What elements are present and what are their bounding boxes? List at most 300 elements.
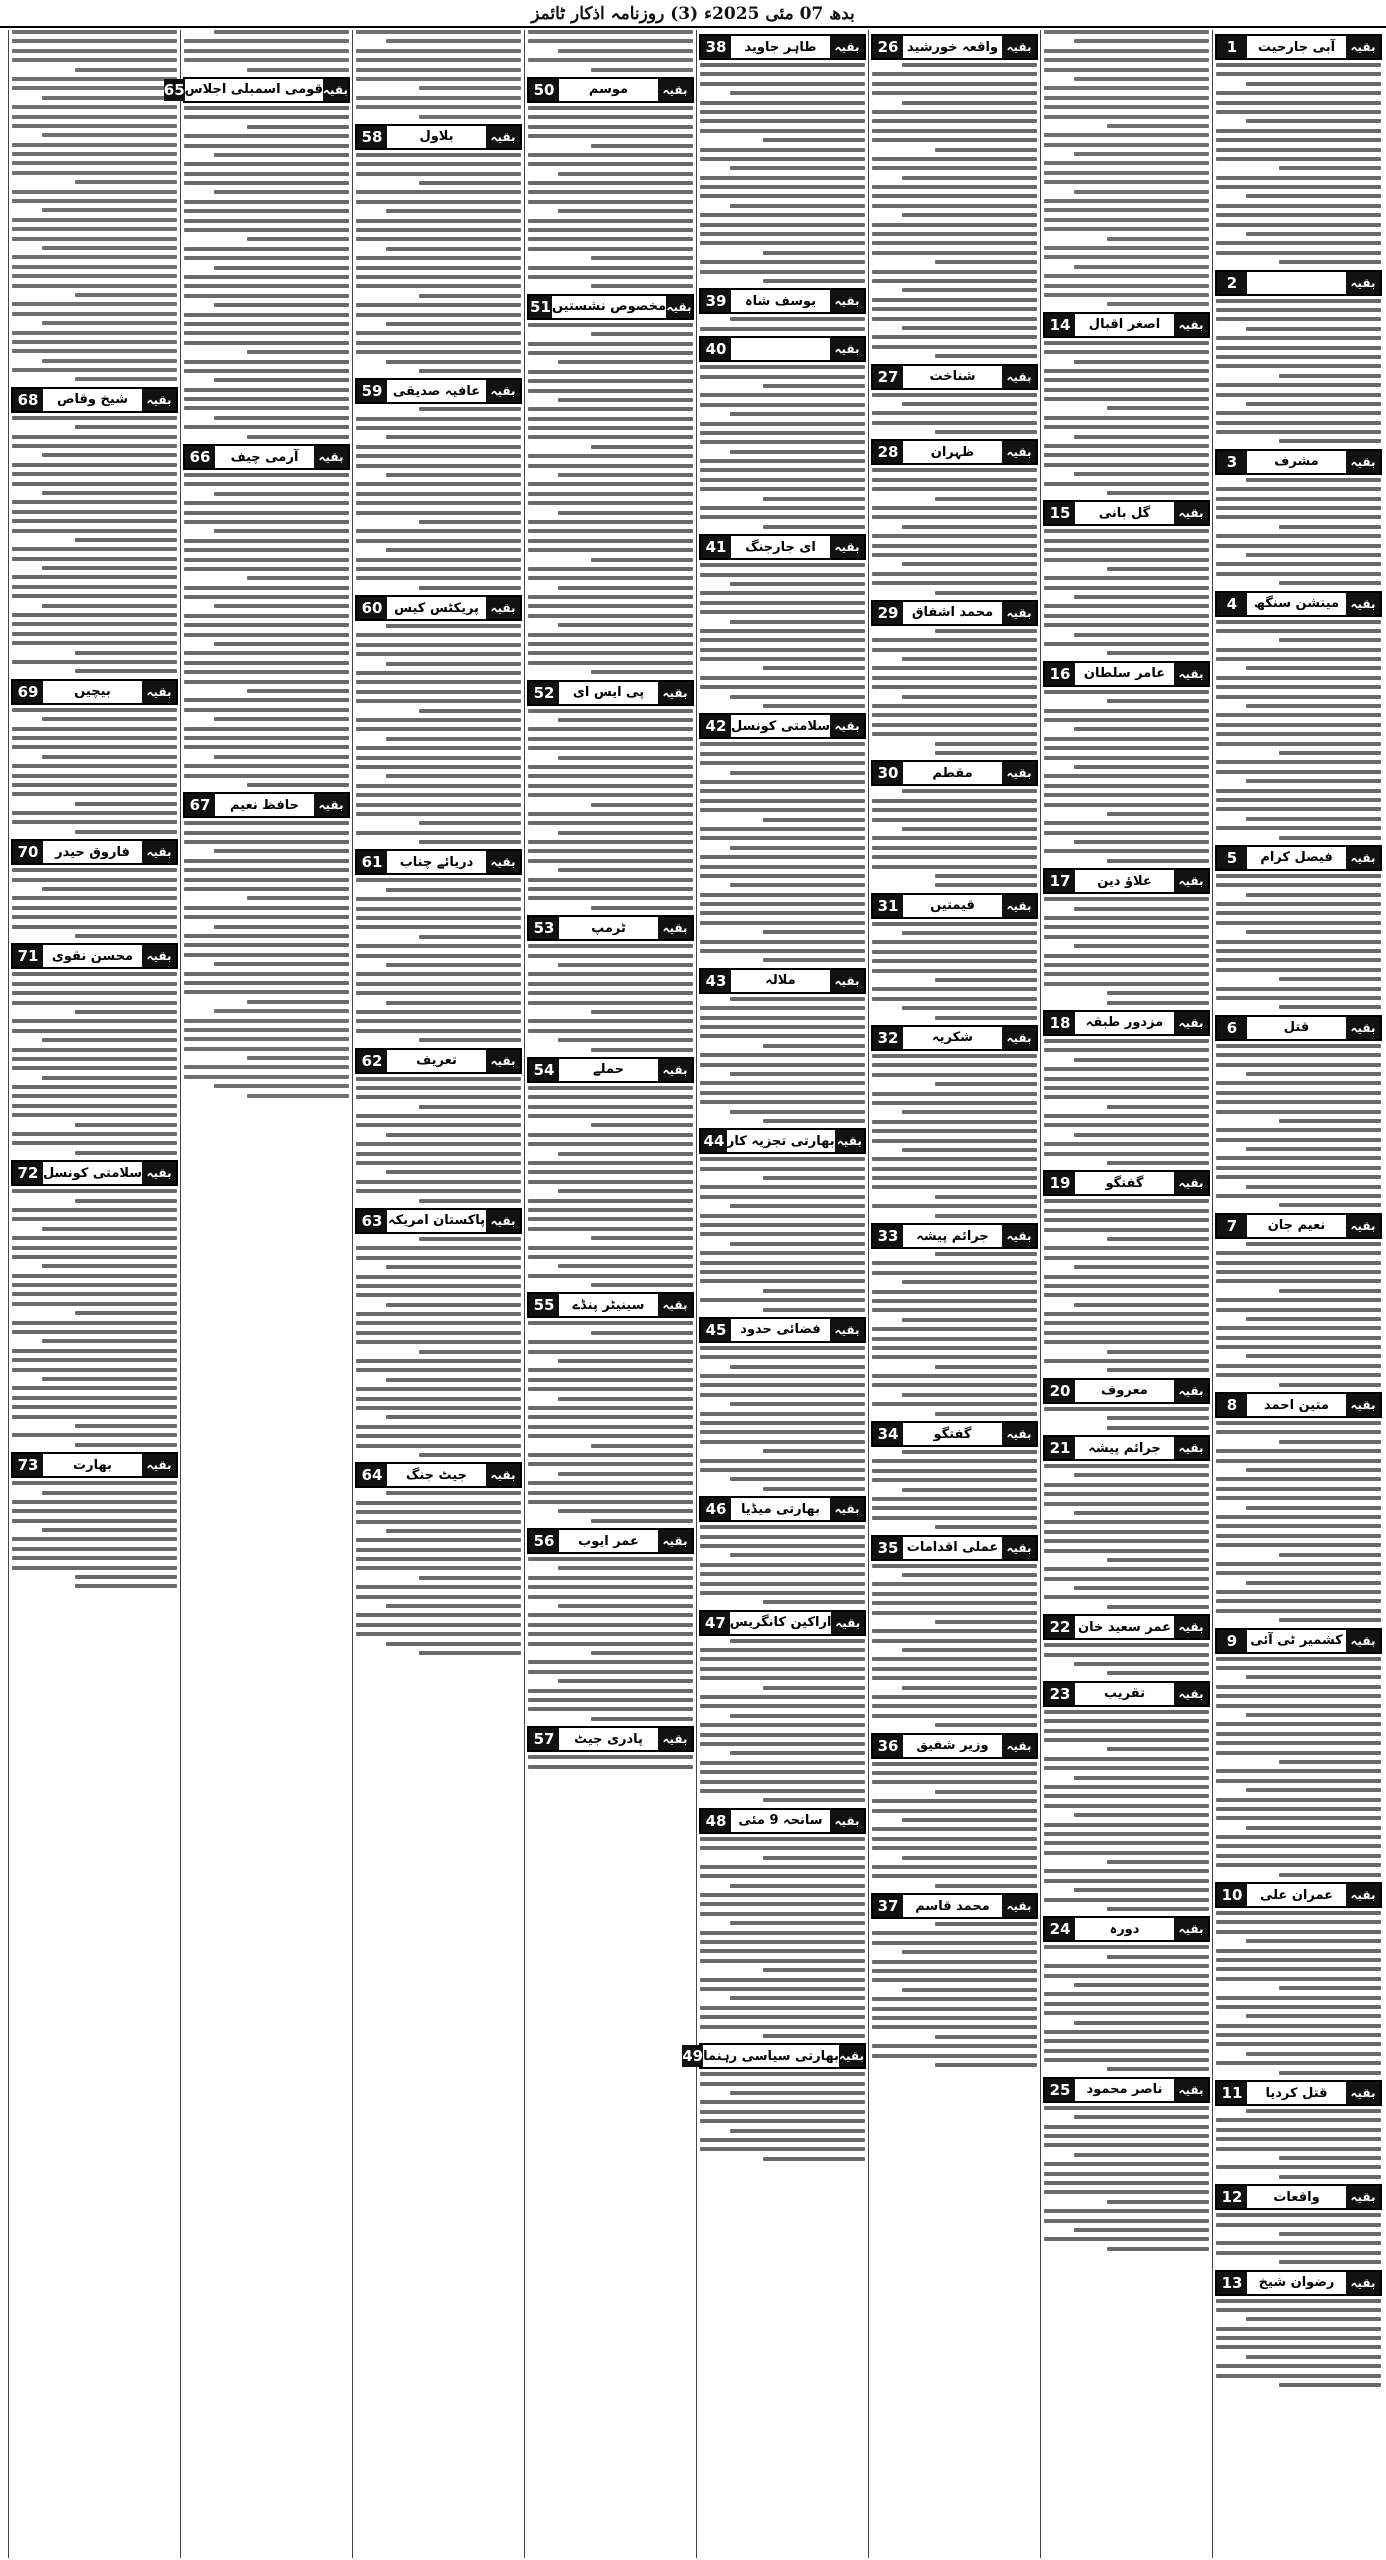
- text-line: [700, 1563, 865, 1567]
- continued-story-11: [1215, 2080, 1382, 2179]
- text-line: [1044, 746, 1209, 750]
- text-line: [184, 868, 349, 872]
- text-line: [1216, 72, 1381, 76]
- text-line: [419, 1576, 521, 1580]
- text-line: [700, 1893, 865, 1897]
- text-line: [902, 789, 1037, 793]
- story-header: [1043, 1916, 1210, 1942]
- continued-label: بقیہ: [1346, 1884, 1380, 1906]
- text-line: [12, 925, 177, 929]
- story-number: 38: [701, 36, 731, 58]
- story-number: 8: [1217, 1394, 1247, 1416]
- text-line: [1044, 2002, 1209, 2006]
- text-line: [1044, 623, 1209, 627]
- text-line: [1074, 152, 1209, 156]
- text-line: [75, 1443, 177, 1447]
- text-line: [1216, 1949, 1381, 1953]
- story-header: [871, 1025, 1038, 1051]
- text-line: [935, 1525, 1037, 1529]
- text-line: [1216, 1156, 1381, 1160]
- continued-label: بقیہ: [1174, 870, 1208, 892]
- text-line: [902, 1818, 1037, 1822]
- text-line: [12, 368, 177, 372]
- text-line: [356, 746, 521, 750]
- text-line: [528, 1378, 693, 1382]
- text-line: [75, 802, 177, 806]
- continued-story-22: [1043, 1614, 1210, 1675]
- text-line: [184, 1075, 349, 1079]
- text-line: [1246, 817, 1381, 821]
- text-line: [872, 1695, 1037, 1699]
- text-line: [872, 713, 1037, 717]
- text-line: [700, 2072, 865, 2076]
- text-line: [214, 717, 349, 721]
- text-line: [935, 1884, 1037, 1888]
- text-line: [1246, 1788, 1381, 1792]
- text-line: [700, 1978, 865, 1982]
- text-line: [247, 896, 349, 900]
- text-line: [356, 878, 521, 882]
- continued-story-7: [1215, 1213, 1382, 1387]
- text-line: [356, 492, 521, 496]
- text-line: [591, 1010, 693, 1014]
- text-line: [1044, 2134, 1209, 2138]
- text-line: [528, 944, 693, 948]
- text-line: [184, 397, 349, 401]
- story-text: [183, 30, 350, 72]
- text-line: [386, 1415, 521, 1419]
- text-line: [1216, 129, 1381, 133]
- text-line: [1216, 2345, 1381, 2349]
- text-line: [1246, 194, 1381, 198]
- text-line: [1216, 1373, 1381, 1377]
- text-line: [1279, 1119, 1381, 1123]
- story-body: [11, 868, 178, 938]
- text-line: [1044, 1643, 1209, 1647]
- text-line: [12, 1255, 177, 1259]
- text-line: [1216, 393, 1381, 397]
- story-header: [1215, 1882, 1382, 1908]
- text-line: [763, 1686, 865, 1690]
- text-line: [700, 1412, 865, 1416]
- story-body: [871, 1564, 1038, 1728]
- text-line: [1044, 1766, 1209, 1770]
- text-line: [12, 1208, 177, 1212]
- continued-label: بقیہ: [666, 296, 692, 318]
- text-line: [1246, 478, 1381, 482]
- story-title: عامر سلطان: [1075, 663, 1174, 685]
- continued-label: بقیہ: [1002, 441, 1036, 463]
- text-line: [902, 1856, 1037, 1860]
- story-title: پاکستان امریکہ: [387, 1210, 486, 1232]
- text-line: [214, 849, 349, 853]
- text-line: [1216, 2374, 1381, 2378]
- text-line: [528, 1406, 693, 1410]
- text-line: [1044, 586, 1209, 590]
- continued-story-62: [355, 1048, 522, 1203]
- story-title: شناخت: [903, 366, 1002, 388]
- text-line: [1044, 482, 1209, 486]
- text-line: [1216, 2241, 1381, 2245]
- text-line: [528, 765, 693, 769]
- text-line: [12, 1302, 177, 1306]
- text-line: [12, 1481, 177, 1485]
- text-line: [184, 501, 349, 505]
- story-header: [699, 713, 866, 739]
- text-line: [872, 335, 1037, 339]
- text-line: [872, 2007, 1037, 2011]
- text-line: [247, 350, 349, 354]
- text-line: [386, 1491, 521, 1495]
- story-body: [527, 1755, 694, 1768]
- story-body: [699, 63, 866, 283]
- column-3: [868, 30, 1040, 2558]
- story-number: 31: [873, 895, 903, 917]
- text-line: [12, 896, 177, 900]
- text-line: [356, 803, 521, 807]
- text-line: [184, 661, 349, 665]
- text-line: [528, 567, 693, 571]
- continued-label: بقیہ: [830, 36, 864, 58]
- text-line: [75, 651, 177, 655]
- text-line: [700, 2015, 865, 2019]
- text-line: [214, 962, 349, 966]
- text-line: [356, 1425, 521, 1429]
- continued-label: بقیہ: [658, 1530, 692, 1552]
- text-line: [1074, 907, 1209, 911]
- text-line: [872, 950, 1037, 954]
- story-header: [1215, 1015, 1382, 1041]
- story-number: 42: [701, 715, 731, 737]
- text-line: [184, 567, 349, 571]
- text-line: [214, 755, 349, 759]
- text-line: [1246, 327, 1381, 331]
- text-line: [12, 519, 177, 523]
- text-line: [356, 256, 521, 260]
- story-number: 67: [185, 794, 215, 816]
- text-line: [184, 774, 349, 778]
- text-line: [1044, 1039, 1209, 1043]
- text-line: [419, 709, 521, 713]
- text-line: [1216, 2213, 1381, 2217]
- continued-story-31: [871, 893, 1038, 1020]
- text-line: [1216, 1128, 1381, 1132]
- text-line: [528, 247, 693, 251]
- text-line: [1044, 133, 1209, 137]
- text-line: [872, 1469, 1037, 1473]
- story-number: 64: [357, 1464, 387, 1486]
- text-line: [700, 2147, 865, 2151]
- text-line: [1246, 1468, 1381, 1472]
- story-number: 34: [873, 1423, 903, 1445]
- text-line: [700, 232, 865, 236]
- text-line: [1044, 161, 1209, 165]
- text-line: [1074, 360, 1209, 364]
- text-line: [42, 1339, 177, 1343]
- text-line: [12, 39, 177, 43]
- text-line: [214, 378, 349, 382]
- text-line: [75, 180, 177, 184]
- text-line: [700, 1648, 865, 1652]
- text-line: [356, 1387, 521, 1391]
- text-line: [184, 425, 349, 429]
- text-line: [1279, 2175, 1381, 2179]
- text-line: [1107, 1001, 1209, 1005]
- text-line: [528, 1698, 693, 1702]
- text-line: [356, 1284, 521, 1288]
- text-line: [700, 1167, 865, 1171]
- text-line: [356, 228, 521, 232]
- story-body: [527, 323, 694, 674]
- text-line: [1216, 2223, 1381, 2227]
- text-line: [1216, 430, 1381, 434]
- text-line: [1246, 1826, 1381, 1830]
- text-line: [1044, 1048, 1209, 1052]
- text-line: [1279, 751, 1381, 755]
- text-line: [184, 256, 349, 260]
- text-line: [1107, 491, 1209, 495]
- text-line: [872, 91, 1037, 95]
- text-line: [730, 997, 865, 1001]
- text-line: [356, 303, 521, 307]
- text-line: [1216, 1816, 1381, 1820]
- text-line: [528, 454, 693, 458]
- text-line: [872, 1073, 1037, 1077]
- text-line: [1216, 544, 1381, 548]
- text-line: [1044, 1832, 1209, 1836]
- continued-story-72: [11, 1160, 178, 1447]
- text-line: [528, 181, 693, 185]
- text-line: [872, 638, 1037, 642]
- story-title: پریکٹس کیس: [387, 597, 486, 619]
- text-line: [872, 1167, 1037, 1171]
- text-line: [12, 218, 177, 222]
- text-line: [356, 1293, 521, 1297]
- text-line: [1216, 723, 1381, 727]
- text-line: [872, 506, 1037, 510]
- text-line: [1216, 1459, 1381, 1463]
- text-line: [1216, 308, 1381, 312]
- text-line: [872, 959, 1037, 963]
- continued-story-49: [682, 2043, 866, 2161]
- text-line: [184, 651, 349, 655]
- story-body: [11, 972, 178, 1154]
- text-line: [1216, 138, 1381, 142]
- text-line: [528, 1462, 693, 1466]
- text-line: [12, 1321, 177, 1325]
- text-line: [872, 1941, 1037, 1945]
- text-line: [528, 323, 693, 327]
- text-line: [1216, 1854, 1381, 1858]
- text-line: [356, 1010, 521, 1014]
- continued-story-71: [11, 943, 178, 1154]
- text-line: [12, 529, 177, 533]
- text-line: [872, 1290, 1037, 1294]
- text-line: [42, 1227, 177, 1231]
- text-line: [356, 539, 521, 543]
- text-line: [356, 576, 521, 580]
- continued-label: بقیہ: [1002, 1895, 1036, 1917]
- text-line: [872, 1346, 1037, 1350]
- text-line: [12, 115, 177, 119]
- story-header: [355, 595, 522, 621]
- text-line: [730, 1751, 865, 1755]
- text-line: [42, 755, 177, 759]
- story-header: [11, 943, 178, 969]
- text-line: [12, 1057, 177, 1061]
- column-2: [1040, 30, 1212, 2558]
- text-line: [700, 1006, 865, 1010]
- story-header: [527, 1292, 694, 1318]
- text-line: [1279, 2260, 1381, 2264]
- story-title: کشمیر ٹی آئی: [1247, 1630, 1346, 1652]
- text-line: [700, 1591, 865, 1595]
- text-line: [1279, 374, 1381, 378]
- text-line: [12, 613, 177, 617]
- text-line: [1246, 704, 1381, 708]
- text-line: [528, 878, 693, 882]
- text-line: [356, 1123, 521, 1127]
- text-line: [1279, 2383, 1381, 2387]
- text-line: [42, 453, 177, 457]
- text-line: [1044, 897, 1209, 901]
- text-line: [528, 896, 693, 900]
- text-line: [1279, 2071, 1381, 2075]
- text-line: [1216, 940, 1381, 944]
- story-body: [355, 1237, 522, 1457]
- text-line: [1044, 2162, 1209, 2166]
- text-line: [356, 812, 521, 816]
- text-line: [184, 473, 349, 477]
- text-line: [730, 1714, 865, 1718]
- text-line: [872, 732, 1037, 736]
- text-line: [1044, 2049, 1209, 2053]
- text-line: [1044, 793, 1209, 797]
- text-line: [214, 529, 349, 533]
- story-title: بیچیں: [43, 681, 142, 703]
- text-line: [1044, 180, 1209, 184]
- text-line: [528, 1029, 693, 1033]
- text-line: [214, 925, 349, 929]
- text-line: [558, 1472, 693, 1476]
- text-line: [700, 563, 865, 567]
- text-line: [1216, 2042, 1381, 2046]
- text-line: [902, 1450, 1037, 1454]
- text-line: [528, 30, 693, 34]
- story-header: [1043, 1010, 1210, 1036]
- text-line: [558, 831, 693, 835]
- text-line: [184, 406, 349, 410]
- text-line: [356, 765, 521, 769]
- text-line: [1074, 1303, 1209, 1307]
- text-line: [12, 1566, 177, 1570]
- text-line: [1044, 737, 1209, 741]
- text-line: [356, 30, 521, 34]
- text-line: [356, 501, 521, 505]
- text-line: [528, 1415, 693, 1419]
- text-line: [558, 398, 693, 402]
- text-line: [184, 1037, 349, 1041]
- text-line: [214, 604, 349, 608]
- continued-label: بقیہ: [1002, 895, 1036, 917]
- text-line: [872, 1978, 1037, 1982]
- continued-label: بقیہ: [1346, 36, 1380, 58]
- continued-label: بقیہ: [486, 1050, 520, 1072]
- text-line: [75, 1575, 177, 1579]
- story-number: 54: [529, 1059, 559, 1081]
- text-line: [902, 1148, 1037, 1152]
- text-line: [1107, 2200, 1209, 2204]
- text-line: [1216, 148, 1381, 152]
- text-line: [528, 529, 693, 533]
- text-line: [528, 1491, 693, 1495]
- continued-story-9: [1215, 1628, 1382, 1877]
- text-line: [1044, 1539, 1209, 1543]
- continued-label: بقیہ: [1174, 502, 1208, 524]
- text-line: [1216, 1807, 1381, 1811]
- text-line: [528, 1755, 693, 1759]
- text-line: [1044, 425, 1209, 429]
- text-line: [1044, 821, 1209, 825]
- story-number: 35: [873, 1537, 903, 1559]
- text-line: [700, 1667, 865, 1671]
- story-number: 10: [1217, 1884, 1247, 1906]
- story-header: [871, 600, 1038, 626]
- continued-label: بقیہ: [323, 79, 348, 101]
- text-line: [12, 915, 177, 919]
- text-line: [184, 511, 349, 515]
- text-line: [730, 204, 865, 208]
- text-line: [356, 1538, 521, 1542]
- continued-label: بقیہ: [830, 536, 864, 558]
- text-line: [528, 162, 693, 166]
- text-line: [872, 487, 1037, 491]
- text-line: [700, 657, 865, 661]
- text-line: [902, 288, 1037, 292]
- text-line: [1216, 648, 1381, 652]
- story-header: [699, 1317, 866, 1343]
- text-line: [528, 633, 693, 637]
- text-line: [42, 133, 177, 137]
- continued-label: بقیہ: [1002, 1423, 1036, 1445]
- text-line: [935, 2035, 1037, 2039]
- text-line: [700, 82, 865, 86]
- text-line: [1216, 2033, 1381, 2037]
- continued-label: بقیہ: [1346, 2186, 1380, 2208]
- story-body: [1043, 2106, 1210, 2251]
- story-title: قومی اسمبلی اجلاس: [185, 79, 323, 101]
- text-line: [356, 1019, 521, 1023]
- text-line: [528, 821, 693, 825]
- text-line: [700, 1723, 865, 1727]
- text-line: [1216, 1081, 1381, 1085]
- text-line: [1074, 1511, 1209, 1515]
- text-line: [1074, 2021, 1209, 2025]
- text-line: [1246, 779, 1381, 783]
- continued-story-13: [1215, 2270, 1382, 2388]
- text-line: [1216, 101, 1381, 105]
- story-title: محمد قاسم: [903, 1895, 1002, 1917]
- text-line: [700, 591, 865, 595]
- text-line: [1216, 1571, 1381, 1575]
- text-line: [356, 831, 521, 835]
- text-line: [247, 237, 349, 241]
- text-line: [12, 482, 177, 486]
- continued-label: بقیہ: [1346, 593, 1380, 615]
- text-line: [700, 1374, 865, 1378]
- text-line: [700, 440, 865, 444]
- text-line: [419, 586, 521, 590]
